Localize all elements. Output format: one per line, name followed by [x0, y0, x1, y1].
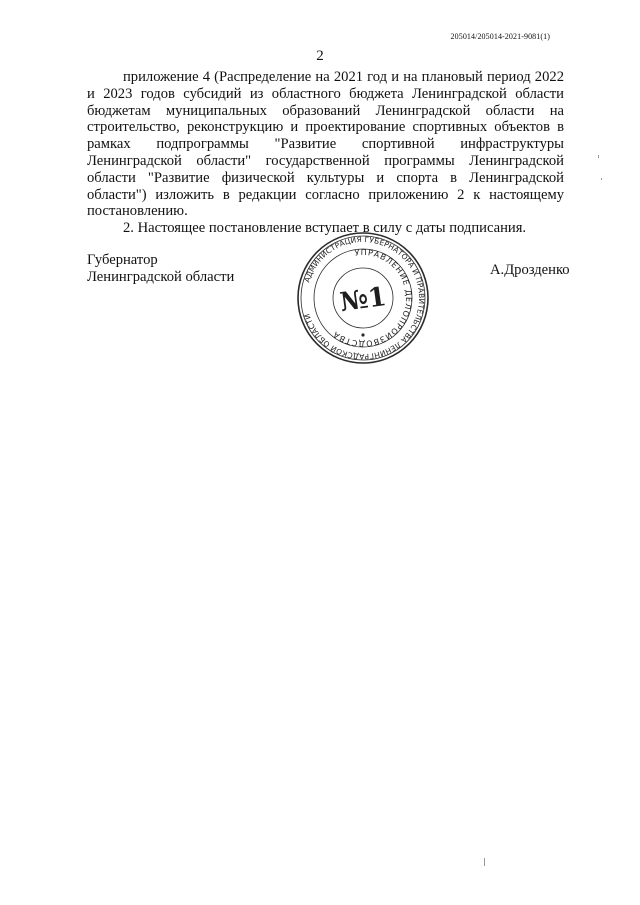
- signer-name: А.Дрозденко: [490, 262, 570, 278]
- seal-center-text: №1: [338, 281, 389, 319]
- scan-speck: [598, 155, 599, 158]
- official-seal: [296, 231, 430, 365]
- scan-speck: [601, 178, 602, 180]
- signer-title: [87, 252, 234, 286]
- scan-speck: [484, 858, 485, 866]
- page-number: 2: [316, 48, 324, 64]
- document-id: 205014/205014-2021-9081(1): [450, 32, 550, 41]
- body-paragraph: приложение 4 (Распределение на 2021 год и на плановый период 2022 и 2023 годов субсидий из областного бюджета Ленинградской области бюджетам муниципальных образований Ленинградской области на строительство, реконструкцию и проектирование спортивных объектов в рамках подпрограммы "Развитие спортивной инфраструктуры Ленинградской области" государственной программы Ленинградской области "Развитие физической культуры и спорта в Ленинградской области") изложить в редакции согласно приложению 2 к настоящему постановлению.: [87, 69, 564, 220]
- document-body: [87, 69, 564, 237]
- seal-ring-text: АДМИНИСТРАЦИЯ ГУБЕРНАТОРА И ПРАВИТЕЛЬСТВА ЛЕНИНГРАДСКОЙ ОБЛАСТИ: [302, 234, 427, 362]
- signer-title-line: Ленинградской области: [87, 269, 235, 285]
- seal-inner-text: УПРАВЛЕНИЕ ДЕЛОПРОИЗВОДСТВА: [330, 247, 414, 349]
- signer-title-line: Губернатор: [87, 252, 158, 268]
- body-paragraph: 2. Настоящее постановление вступает в силу с даты подписания.: [123, 220, 527, 237]
